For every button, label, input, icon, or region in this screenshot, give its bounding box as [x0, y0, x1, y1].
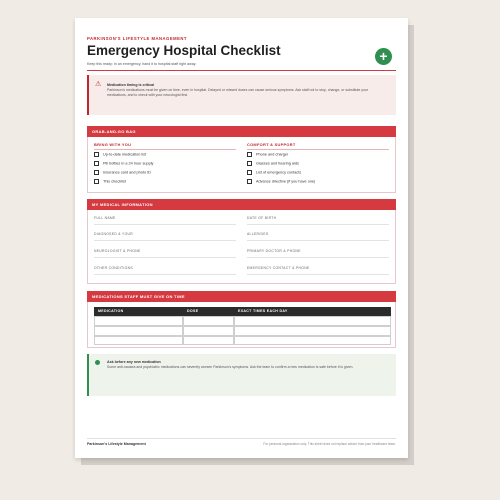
field-line[interactable] — [247, 257, 389, 258]
alert-body: Parkinson's medications must be given on time, even in hospital. Delayed or missed doses can cause serious symptoms. Ask staff not to stop, change, or substitute your medications, and to check with your neurologist first. — [107, 88, 369, 97]
checklist-item[interactable]: List of emergency contacts — [247, 170, 301, 175]
checkbox[interactable] — [94, 161, 99, 166]
page-title: Emergency Hospital Checklist — [87, 43, 281, 58]
table-cell[interactable] — [183, 336, 234, 345]
table-cell[interactable] — [234, 316, 391, 326]
note-body: Some anti-nausea and psychiatric medications can severely worsen Parkinson's symptoms. Ask the team to confirm a new medication is safe before it is given. — [107, 365, 354, 369]
checkbox[interactable] — [247, 179, 252, 184]
header-divider — [87, 70, 396, 71]
table-cell[interactable] — [234, 326, 391, 336]
brand-label: PARKINSON'S LIFESTYLE MANAGEMENT — [87, 36, 187, 41]
column-divider — [247, 149, 389, 150]
field-label-other-conditions: OTHER CONDITIONS — [94, 266, 133, 270]
footer-divider — [87, 438, 396, 439]
warning-icon: ⚠ — [95, 81, 102, 88]
checklist-item[interactable]: This checklist — [94, 179, 126, 184]
medical-plus-icon: + — [375, 48, 392, 65]
checkbox[interactable] — [247, 161, 252, 166]
medications-table — [94, 307, 391, 345]
info-dot-icon — [95, 360, 100, 365]
checklist-item[interactable]: Pill bottles in a 24 hour supply — [94, 161, 153, 166]
field-line[interactable] — [247, 224, 389, 225]
table-cell[interactable] — [183, 316, 234, 326]
alert-heading: Medication timing is critical — [107, 83, 155, 87]
checkbox[interactable] — [94, 179, 99, 184]
checkbox[interactable] — [94, 152, 99, 157]
field-line[interactable] — [247, 240, 389, 241]
checklist-item[interactable]: Insurance card and photo ID — [94, 170, 151, 175]
checklist-item[interactable]: Phone and charger — [247, 152, 288, 157]
field-label-date-of-birth: DATE OF BIRTH — [247, 216, 277, 220]
footer-disclaimer: For personal organization only. This sheet does not replace advice from your healthcare team. — [263, 442, 396, 446]
field-line[interactable] — [94, 257, 236, 258]
section-header-medications: MEDICATIONS STAFF MUST GIVE ON TIME — [87, 291, 396, 302]
column-divider — [94, 149, 236, 150]
field-line[interactable] — [247, 274, 389, 275]
page-subtitle: Keep this ready: in an emergency, hand it to hospital staff right away. — [87, 62, 197, 66]
column-header-dose: DOSE — [187, 309, 199, 313]
field-line[interactable] — [94, 240, 236, 241]
bring-with-you-heading: BRING WITH YOU — [94, 142, 132, 147]
column-header-times: EXACT TIMES EACH DAY — [238, 309, 288, 313]
comfort-support-heading: COMFORT & SUPPORT — [247, 142, 296, 147]
checklist-item[interactable]: Advance directive (if you have one) — [247, 179, 315, 184]
grab-bag-section — [87, 137, 396, 193]
medications-section — [87, 302, 396, 348]
field-label-emergency-contact: EMERGENCY CONTACT & PHONE — [247, 266, 310, 270]
new-medication-note — [87, 354, 396, 396]
checkbox[interactable] — [247, 152, 252, 157]
footer-brand: Parkinson's Lifestyle Management — [87, 442, 146, 446]
section-header-grab-bag: GRAB-AND-GO BAG — [87, 126, 396, 137]
column-header-medication: MEDICATION — [98, 309, 124, 313]
note-heading: Ask before any new medication — [107, 360, 161, 364]
checkbox[interactable] — [247, 170, 252, 175]
field-label-neurologist: NEUROLOGIST & PHONE — [94, 249, 141, 253]
checklist-item[interactable]: Up-to-date medication list — [94, 152, 146, 157]
table-cell[interactable] — [94, 326, 183, 336]
field-label-diagnosed: DIAGNOSED & YOUR — [94, 232, 134, 236]
medication-timing-alert — [87, 75, 396, 115]
checkbox[interactable] — [94, 170, 99, 175]
field-line[interactable] — [94, 274, 236, 275]
checklist-page — [75, 18, 408, 458]
table-cell[interactable] — [234, 336, 391, 345]
section-header-medical-info: MY MEDICAL INFORMATION — [87, 199, 396, 210]
field-line[interactable] — [94, 224, 236, 225]
medical-info-section — [87, 210, 396, 284]
table-cell[interactable] — [94, 316, 183, 326]
field-label-allergies: ALLERGIES — [247, 232, 269, 236]
field-label-primary-doctor: PRIMARY DOCTOR & PHONE — [247, 249, 301, 253]
table-cell[interactable] — [94, 336, 183, 345]
field-label-full-name: FULL NAME — [94, 216, 116, 220]
table-cell[interactable] — [183, 326, 234, 336]
checklist-item[interactable]: Glasses and hearing aids — [247, 161, 299, 166]
